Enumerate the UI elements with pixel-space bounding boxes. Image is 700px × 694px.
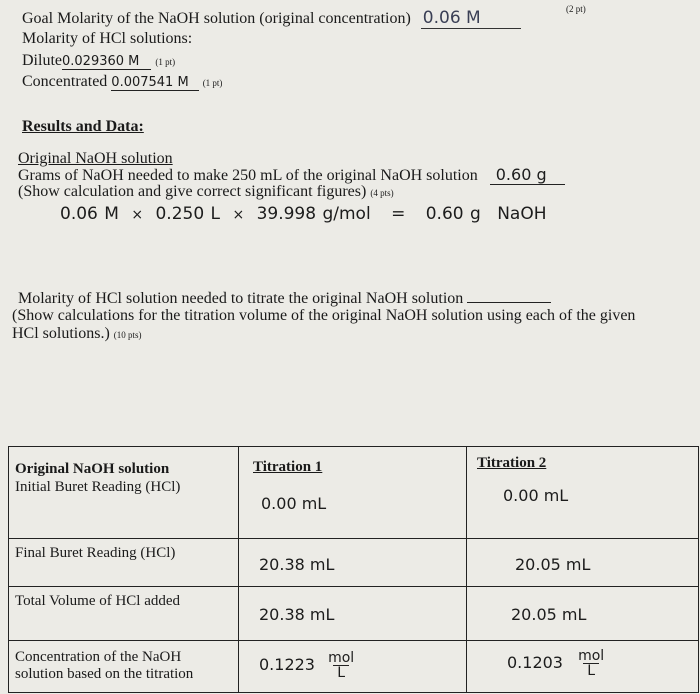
titration1-initial: 0.00 mL [261,494,327,513]
grams-label-text: Grams of NaOH needed to make 250 mL of the original NaOH solution [18,167,478,184]
table-cell-titration1-initial [239,447,467,539]
hcl-concentrated-row [22,73,222,91]
titration2-concentration [467,641,698,678]
concentrated-points: (1 pt) [202,78,223,88]
table-cell-titration2-final [467,539,699,587]
calc-points: (4 pts) [370,188,394,198]
col1-header: Original NaOH solution [15,461,170,477]
hcl-molarity-label: Molarity of HCl solutions: [22,30,193,47]
concentrated-label: Concentrated [22,73,108,90]
goal-molarity-answer: 0.06 M [421,8,521,29]
hcl-needed-line3 [12,325,142,343]
table-cell-titration1-concentration [239,641,467,693]
table-cell-header-row-label [9,447,239,539]
naoh-work [60,204,547,224]
grams-naoh-label [18,165,565,185]
work-volume: 0.250 L [155,204,221,224]
unit-numerator: mol [328,650,355,666]
calc-label-text: (Show calculation and give correct significant figures) [18,183,367,200]
titration1-total: 20.38 mL [259,605,335,624]
hcl-needed-points: (10 pts) [113,330,142,340]
goal-label-text: Goal Molarity of the NaOH solution (original concentration) [22,10,411,27]
table-row [9,587,699,641]
table-cell-concentration-label [9,641,239,693]
dilute-points: (1 pt) [155,57,176,67]
hcl-dilute-row [22,52,175,70]
table-cell-final-label [9,539,239,587]
work-result: 0.60 g [425,204,481,224]
unit-denominator: L [333,665,349,680]
concentration-label-line1: Concentration of the NaOH [15,649,182,665]
titration2-concentration-unit [576,649,606,678]
goal-points: (2 pt) [566,4,586,14]
titration2-initial: 0.00 mL [503,486,569,505]
titration1-concentration-unit [326,651,356,680]
concentration-label-line2: solution based on the titration [15,666,194,682]
table-cell-titration1-final [239,539,467,587]
unit-denominator: L [583,663,599,678]
hcl-needed-line2: (Show calculations for the titration volume of the original NaOH solution using each of the given [12,307,636,324]
work-times-2: × [232,207,245,223]
table-cell-total-label [9,587,239,641]
hcl-needed-text: Molarity of HCl solution needed to titrate the original NaOH solution [18,290,464,307]
hcl-needed-blank [467,290,551,303]
results-heading: Results and Data: [22,118,144,135]
hcl-needed-line1 [18,290,551,308]
work-times-1: × [131,207,144,223]
unit-numerator: mol [578,648,605,664]
table-row [9,447,699,539]
hcl-needed-line3-text: HCl solutions.) [12,325,110,342]
work-molar-mass: 39.998 g/mol [256,204,371,224]
calc-instruction [18,183,394,201]
table-cell-titration2-concentration [467,641,699,693]
titration1-concentration-value: 0.1223 [259,655,315,674]
titration2-concentration-value: 0.1203 [507,653,563,672]
dilute-label: Dilute [22,52,62,69]
final-buret-label: Final Buret Reading (HCl) [15,545,176,561]
concentrated-value: 0.007541 M [111,75,198,91]
table-cell-titration1-total [239,587,467,641]
col2-header: Titration 1 [253,459,323,475]
col3-header: Titration 2 [477,455,547,471]
work-equals: = [391,204,406,224]
grams-answer: 0.60 g [490,165,565,185]
work-compound: NaOH [497,204,547,224]
naoh-heading: Original NaOH solution [18,150,173,167]
table-cell-titration2-initial [467,447,699,539]
titration2-final: 20.05 mL [515,555,591,574]
goal-molarity-label [22,8,521,28]
titration2-total: 20.05 mL [511,605,587,624]
total-volume-label: Total Volume of HCl added [15,593,181,609]
titration1-final: 20.38 mL [259,555,335,574]
table-row [9,539,699,587]
dilute-value: 0.029360 M [62,54,151,70]
work-molarity: 0.06 M [60,204,119,224]
titration-table [8,446,699,693]
table-cell-titration2-total [467,587,699,641]
table-row [9,641,699,693]
titration1-concentration [239,641,466,680]
initial-buret-label: Initial Buret Reading (HCl) [15,479,181,495]
